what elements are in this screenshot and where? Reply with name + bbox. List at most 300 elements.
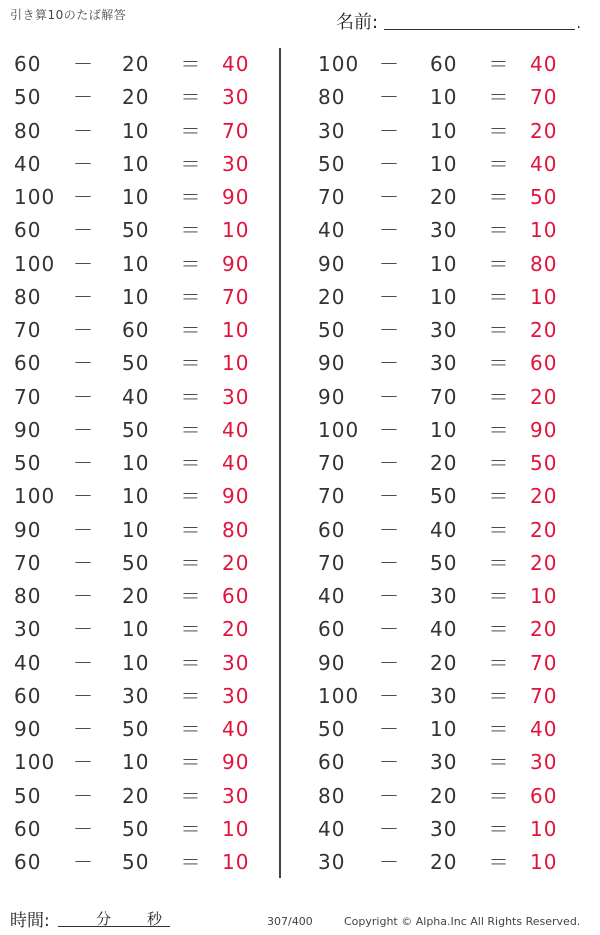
minus-sign: － — [73, 218, 94, 243]
minuend: 100 — [318, 417, 360, 442]
subtrahend: 50 — [122, 550, 150, 575]
minuend: 60 — [14, 850, 42, 874]
answer: 30 — [222, 683, 250, 708]
minus-sign: － — [73, 550, 94, 575]
minus-sign: － — [379, 850, 400, 874]
minuend: 70 — [14, 550, 42, 575]
subtrahend: 10 — [122, 118, 150, 143]
equals-sign: ＝ — [488, 185, 510, 209]
subtrahend: 30 — [430, 584, 458, 608]
equals-sign: ＝ — [180, 550, 202, 575]
subtrahend: 20 — [122, 85, 150, 110]
problem-row — [300, 81, 570, 114]
subtrahend: 10 — [430, 85, 458, 110]
problem-row — [300, 248, 570, 281]
problem-row — [0, 447, 270, 480]
subtrahend: 50 — [122, 816, 150, 841]
minuend: 50 — [318, 318, 346, 342]
subtrahend: 10 — [430, 284, 458, 309]
minus-sign: － — [379, 118, 400, 143]
minuend: 70 — [318, 185, 346, 209]
answer: 50 — [530, 185, 558, 209]
minuend: 90 — [318, 384, 346, 409]
answer: 60 — [530, 351, 558, 376]
minuend: 70 — [14, 384, 42, 409]
equals-sign: ＝ — [180, 517, 202, 542]
problem-row — [0, 547, 270, 580]
minuend: 50 — [14, 85, 42, 110]
minuend: 30 — [318, 118, 346, 143]
problem-row — [0, 281, 270, 314]
equals-sign: ＝ — [180, 717, 202, 741]
minuend: 80 — [14, 118, 42, 143]
equals-sign: ＝ — [488, 151, 510, 176]
answer: 20 — [530, 517, 558, 542]
minuend: 60 — [14, 351, 42, 376]
minuend: 50 — [318, 151, 346, 176]
equals-sign: ＝ — [488, 584, 510, 608]
minutes-label: 分 — [96, 910, 112, 928]
subtrahend: 20 — [122, 783, 150, 808]
equals-sign: ＝ — [488, 351, 510, 376]
equals-sign: ＝ — [488, 218, 510, 243]
subtrahend: 20 — [430, 185, 458, 209]
subtrahend: 10 — [122, 151, 150, 176]
minus-sign: － — [379, 384, 400, 409]
subtrahend: 20 — [430, 850, 458, 874]
equals-sign: ＝ — [488, 717, 510, 741]
subtrahend: 30 — [430, 218, 458, 243]
minus-sign: － — [379, 816, 400, 841]
equals-sign: ＝ — [180, 683, 202, 708]
minuend: 40 — [318, 584, 346, 608]
minuend: 40 — [14, 650, 42, 675]
problem-row — [0, 414, 270, 447]
answer: 40 — [530, 52, 558, 76]
answer: 20 — [222, 550, 250, 575]
answer: 30 — [222, 783, 250, 808]
minus-sign: － — [73, 52, 94, 76]
minus-sign: － — [73, 451, 94, 475]
subtrahend: 30 — [430, 318, 458, 342]
answer: 40 — [222, 52, 250, 76]
time-label: 時間: — [10, 911, 50, 931]
problem-row — [0, 214, 270, 247]
problem-row — [300, 115, 570, 148]
equals-sign: ＝ — [488, 484, 510, 509]
equals-sign: ＝ — [180, 284, 202, 309]
answer: 90 — [222, 484, 250, 509]
subtrahend: 50 — [122, 351, 150, 376]
minuend: 20 — [318, 284, 346, 309]
subtrahend: 10 — [122, 284, 150, 309]
problem-row — [0, 480, 270, 513]
minus-sign: － — [379, 683, 400, 708]
subtrahend: 10 — [430, 118, 458, 143]
subtrahend: 20 — [430, 451, 458, 475]
subtrahend: 30 — [430, 351, 458, 376]
minuend: 40 — [14, 151, 42, 176]
copyright: Copyright © Alpha.Inc All Rights Reserved. — [344, 915, 581, 928]
answer: 80 — [530, 251, 558, 276]
problem-row — [300, 214, 570, 247]
equals-sign: ＝ — [488, 517, 510, 542]
equals-sign: ＝ — [488, 52, 510, 76]
problem-row — [300, 580, 570, 613]
problem-row — [0, 148, 270, 181]
subtrahend: 10 — [430, 251, 458, 276]
equals-sign: ＝ — [488, 617, 510, 642]
equals-sign: ＝ — [180, 816, 202, 841]
answer: 70 — [222, 118, 250, 143]
minuend: 100 — [14, 251, 56, 276]
subtrahend: 20 — [430, 783, 458, 808]
minus-sign: － — [379, 584, 400, 608]
answer: 10 — [222, 850, 250, 874]
problem-row — [300, 281, 570, 314]
minus-sign: － — [379, 750, 400, 775]
minus-sign: － — [379, 218, 400, 243]
minus-sign: － — [73, 318, 94, 342]
problem-row — [0, 713, 270, 746]
problem-row — [300, 347, 570, 380]
minus-sign: － — [73, 717, 94, 741]
equals-sign: ＝ — [180, 750, 202, 775]
problem-row — [300, 414, 570, 447]
equals-sign: ＝ — [488, 417, 510, 442]
minuend: 100 — [318, 52, 360, 76]
equals-sign: ＝ — [180, 484, 202, 509]
equals-sign: ＝ — [488, 284, 510, 309]
answer: 80 — [222, 517, 250, 542]
minuend: 30 — [14, 617, 42, 642]
subtrahend: 10 — [430, 717, 458, 741]
minus-sign: － — [73, 683, 94, 708]
subtrahend: 50 — [122, 717, 150, 741]
subtrahend: 50 — [122, 417, 150, 442]
equals-sign: ＝ — [488, 118, 510, 143]
minuend: 60 — [318, 617, 346, 642]
minus-sign: － — [73, 118, 94, 143]
subtrahend: 20 — [430, 650, 458, 675]
answer: 90 — [222, 750, 250, 775]
minus-sign: － — [379, 517, 400, 542]
problem-row — [300, 148, 570, 181]
answer: 10 — [530, 850, 558, 874]
subtrahend: 50 — [430, 484, 458, 509]
problem-row — [300, 780, 570, 813]
name-field — [336, 8, 581, 32]
answer: 90 — [222, 185, 250, 209]
problem-row — [300, 680, 570, 713]
equals-sign: ＝ — [180, 52, 202, 76]
answer: 30 — [530, 750, 558, 775]
problem-row — [0, 314, 270, 347]
minuend: 90 — [318, 351, 346, 376]
answer: 20 — [222, 617, 250, 642]
answer: 10 — [222, 351, 250, 376]
answer: 20 — [530, 384, 558, 409]
problem-row — [300, 746, 570, 779]
minuend: 100 — [14, 484, 56, 509]
answer: 10 — [530, 816, 558, 841]
minuend: 80 — [14, 584, 42, 608]
equals-sign: ＝ — [180, 351, 202, 376]
minuend: 60 — [14, 816, 42, 841]
problem-row — [300, 480, 570, 513]
minuend: 80 — [14, 284, 42, 309]
subtrahend: 10 — [122, 451, 150, 475]
equals-sign: ＝ — [180, 318, 202, 342]
minus-sign: － — [73, 85, 94, 110]
page-number: 307/400 — [267, 915, 313, 928]
minuend: 70 — [318, 484, 346, 509]
equals-sign: ＝ — [488, 750, 510, 775]
minus-sign: － — [379, 151, 400, 176]
minus-sign: － — [379, 617, 400, 642]
answer: 10 — [222, 816, 250, 841]
minus-sign: － — [379, 251, 400, 276]
answer: 70 — [530, 85, 558, 110]
answer: 40 — [222, 717, 250, 741]
subtrahend: 10 — [122, 517, 150, 542]
subtrahend: 10 — [122, 251, 150, 276]
equals-sign: ＝ — [180, 650, 202, 675]
left-problem-column — [0, 48, 270, 879]
minus-sign: － — [379, 550, 400, 575]
minus-sign: － — [379, 484, 400, 509]
subtrahend: 70 — [430, 384, 458, 409]
subtrahend: 50 — [122, 218, 150, 243]
minuend: 100 — [318, 683, 360, 708]
subtrahend: 10 — [430, 151, 458, 176]
problem-row — [0, 813, 270, 846]
minus-sign: － — [73, 251, 94, 276]
minus-sign: － — [73, 284, 94, 309]
minus-sign: － — [379, 85, 400, 110]
minuend: 90 — [14, 517, 42, 542]
answer: 20 — [530, 550, 558, 575]
minuend: 90 — [318, 650, 346, 675]
answer: 90 — [222, 251, 250, 276]
answer: 90 — [530, 417, 558, 442]
subtrahend: 30 — [430, 750, 458, 775]
problem-row — [300, 314, 570, 347]
equals-sign: ＝ — [180, 85, 202, 110]
problem-row — [0, 181, 270, 214]
problem-row — [0, 780, 270, 813]
problem-row — [300, 381, 570, 414]
problem-row — [0, 48, 270, 81]
answer: 60 — [530, 783, 558, 808]
minus-sign: － — [379, 650, 400, 675]
minuend: 100 — [14, 185, 56, 209]
equals-sign: ＝ — [488, 251, 510, 276]
minus-sign: － — [73, 151, 94, 176]
answer: 10 — [530, 218, 558, 243]
equals-sign: ＝ — [180, 850, 202, 874]
equals-sign: ＝ — [180, 218, 202, 243]
minus-sign: － — [379, 185, 400, 209]
minuend: 70 — [318, 550, 346, 575]
equals-sign: ＝ — [488, 384, 510, 409]
equals-sign: ＝ — [488, 318, 510, 342]
equals-sign: ＝ — [488, 783, 510, 808]
answer: 30 — [222, 85, 250, 110]
problem-row — [0, 846, 270, 879]
answer: 30 — [222, 151, 250, 176]
subtrahend: 10 — [122, 617, 150, 642]
minuend: 80 — [318, 783, 346, 808]
problem-row — [300, 181, 570, 214]
problem-row — [0, 347, 270, 380]
problem-row — [0, 81, 270, 114]
minuend: 40 — [318, 218, 346, 243]
problem-row — [0, 248, 270, 281]
answer: 20 — [530, 484, 558, 509]
subtrahend: 60 — [430, 52, 458, 76]
minuend: 100 — [14, 750, 56, 775]
answer: 40 — [222, 417, 250, 442]
answer: 10 — [530, 284, 558, 309]
minuend: 70 — [14, 318, 42, 342]
problem-row — [300, 447, 570, 480]
problem-row — [0, 613, 270, 646]
problem-row — [300, 846, 570, 879]
minus-sign: － — [73, 584, 94, 608]
answer: 60 — [222, 584, 250, 608]
problem-row — [0, 647, 270, 680]
problem-row — [0, 115, 270, 148]
minus-sign: － — [379, 52, 400, 76]
worksheet-title: 引き算10のたば解答 — [10, 8, 127, 22]
minuend: 60 — [14, 218, 42, 243]
equals-sign: ＝ — [488, 451, 510, 475]
minus-sign: － — [379, 351, 400, 376]
minuend: 40 — [318, 816, 346, 841]
minuend: 60 — [14, 52, 42, 76]
problem-row — [0, 580, 270, 613]
subtrahend: 30 — [430, 816, 458, 841]
problem-row — [300, 514, 570, 547]
equals-sign: ＝ — [180, 783, 202, 808]
equals-sign: ＝ — [488, 683, 510, 708]
minus-sign: － — [73, 517, 94, 542]
answer: 70 — [222, 284, 250, 309]
minus-sign: － — [379, 318, 400, 342]
minus-sign: － — [73, 417, 94, 442]
answer: 30 — [222, 384, 250, 409]
minus-sign: － — [73, 850, 94, 874]
problem-row — [300, 613, 570, 646]
subtrahend: 30 — [430, 683, 458, 708]
problem-row — [300, 813, 570, 846]
problem-row — [0, 514, 270, 547]
minuend: 80 — [318, 85, 346, 110]
subtrahend: 20 — [122, 52, 150, 76]
minus-sign: － — [73, 351, 94, 376]
minuend: 60 — [14, 683, 42, 708]
subtrahend: 40 — [122, 384, 150, 409]
answer: 40 — [530, 151, 558, 176]
problem-row — [0, 746, 270, 779]
equals-sign: ＝ — [180, 617, 202, 642]
subtrahend: 10 — [122, 750, 150, 775]
equals-sign: ＝ — [180, 384, 202, 409]
problem-row — [300, 713, 570, 746]
equals-sign: ＝ — [488, 850, 510, 874]
answer: 70 — [530, 650, 558, 675]
subtrahend: 60 — [122, 318, 150, 342]
name-end-mark: . — [576, 16, 581, 32]
equals-sign: ＝ — [180, 251, 202, 276]
answer: 10 — [530, 584, 558, 608]
minus-sign: － — [379, 717, 400, 741]
minuend: 50 — [318, 717, 346, 741]
minus-sign: － — [73, 484, 94, 509]
name-label: 名前: — [336, 12, 379, 33]
answer: 30 — [222, 650, 250, 675]
answer: 20 — [530, 318, 558, 342]
answer: 70 — [530, 683, 558, 708]
minuend: 90 — [318, 251, 346, 276]
problem-row — [300, 647, 570, 680]
subtrahend: 40 — [430, 517, 458, 542]
equals-sign: ＝ — [180, 584, 202, 608]
equals-sign: ＝ — [180, 417, 202, 442]
subtrahend: 10 — [122, 484, 150, 509]
minuend: 60 — [318, 750, 346, 775]
name-underline — [384, 29, 575, 30]
subtrahend: 30 — [122, 683, 150, 708]
minuend: 60 — [318, 517, 346, 542]
minus-sign: － — [379, 783, 400, 808]
answer: 40 — [222, 451, 250, 475]
minus-sign: － — [73, 384, 94, 409]
answer: 10 — [222, 318, 250, 342]
minus-sign: － — [379, 417, 400, 442]
minus-sign: － — [379, 451, 400, 475]
answer: 10 — [222, 218, 250, 243]
seconds-label: 秒 — [147, 910, 163, 928]
subtrahend: 10 — [430, 417, 458, 442]
minuend: 50 — [14, 783, 42, 808]
equals-sign: ＝ — [180, 151, 202, 176]
minuend: 50 — [14, 451, 42, 475]
subtrahend: 10 — [122, 185, 150, 209]
column-divider — [279, 48, 281, 878]
minus-sign: － — [73, 185, 94, 209]
answer: 20 — [530, 118, 558, 143]
minus-sign: － — [73, 650, 94, 675]
minuend: 90 — [14, 417, 42, 442]
equals-sign: ＝ — [488, 85, 510, 110]
subtrahend: 50 — [122, 850, 150, 874]
minuend: 90 — [14, 717, 42, 741]
subtrahend: 20 — [122, 584, 150, 608]
equals-sign: ＝ — [488, 816, 510, 841]
problem-row — [300, 547, 570, 580]
answer: 20 — [530, 617, 558, 642]
equals-sign: ＝ — [488, 550, 510, 575]
answer: 50 — [530, 451, 558, 475]
minus-sign: － — [73, 783, 94, 808]
subtrahend: 40 — [430, 617, 458, 642]
subtrahend: 50 — [430, 550, 458, 575]
minus-sign: － — [379, 284, 400, 309]
equals-sign: ＝ — [488, 650, 510, 675]
minus-sign: － — [73, 617, 94, 642]
